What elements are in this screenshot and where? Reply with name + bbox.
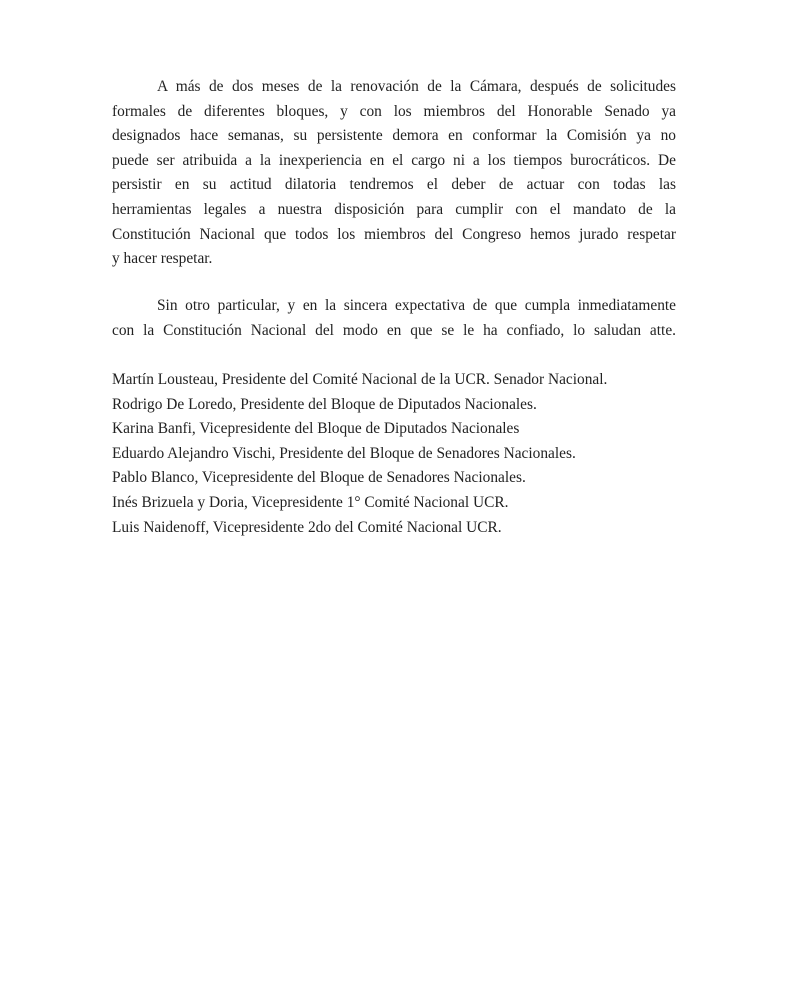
text-line: A más de dos meses de la renovación de la Cámara, después de solicitudes	[157, 78, 676, 95]
text-line: persistir en su actitud dilatoria tendremos el deber de actuar con todas las	[112, 176, 676, 194]
signatory: Luis Naidenoff, Vicepresidente 2do del Comité Nacional UCR.	[112, 518, 502, 536]
text-line: Sin otro particular, y en la sincera expectativa de que cumpla inmediatamente	[157, 297, 676, 314]
text-line: con la Constitución Nacional del modo en que se le ha confiado, lo saludan atte.	[112, 321, 676, 339]
signatory: Rodrigo De Loredo, Presidente del Bloque de Diputados Nacionales.	[112, 395, 537, 413]
signatory: Pablo Blanco, Vicepresidente del Bloque de Senadores Nacionales.	[112, 469, 526, 487]
paragraph-1	[112, 75, 676, 272]
text-line: Constitución Nacional que todos los miembros del Congreso hemos jurado respetar	[112, 225, 676, 243]
paragraph-2	[112, 294, 676, 343]
signatory: Martín Lousteau, Presidente del Comité Nacional de la UCR. Senador Nacional.	[112, 371, 608, 388]
text-line: herramientas legales a nuestra disposición para cumplir con el mandato de la	[112, 200, 676, 218]
signatory: Karina Banfi, Vicepresidente del Bloque de Diputados Nacionales	[112, 420, 520, 438]
signatories-list	[112, 368, 676, 540]
text-line: puede ser atribuida a la inexperiencia en el cargo ni a los tiempos burocráticos. De	[112, 151, 676, 169]
text-line: y hacer respetar.	[112, 250, 213, 268]
text-line: designados hace semanas, su persistente demora en conformar la Comisión ya no	[112, 127, 676, 145]
signatory: Eduardo Alejandro Vischi, Presidente del Bloque de Senadores Nacionales.	[112, 444, 576, 462]
text-line: formales de diferentes bloques, y con los miembros del Honorable Senado ya	[112, 102, 676, 120]
signatory: Inés Brizuela y Doria, Vicepresidente 1° Comité Nacional UCR.	[112, 493, 509, 511]
